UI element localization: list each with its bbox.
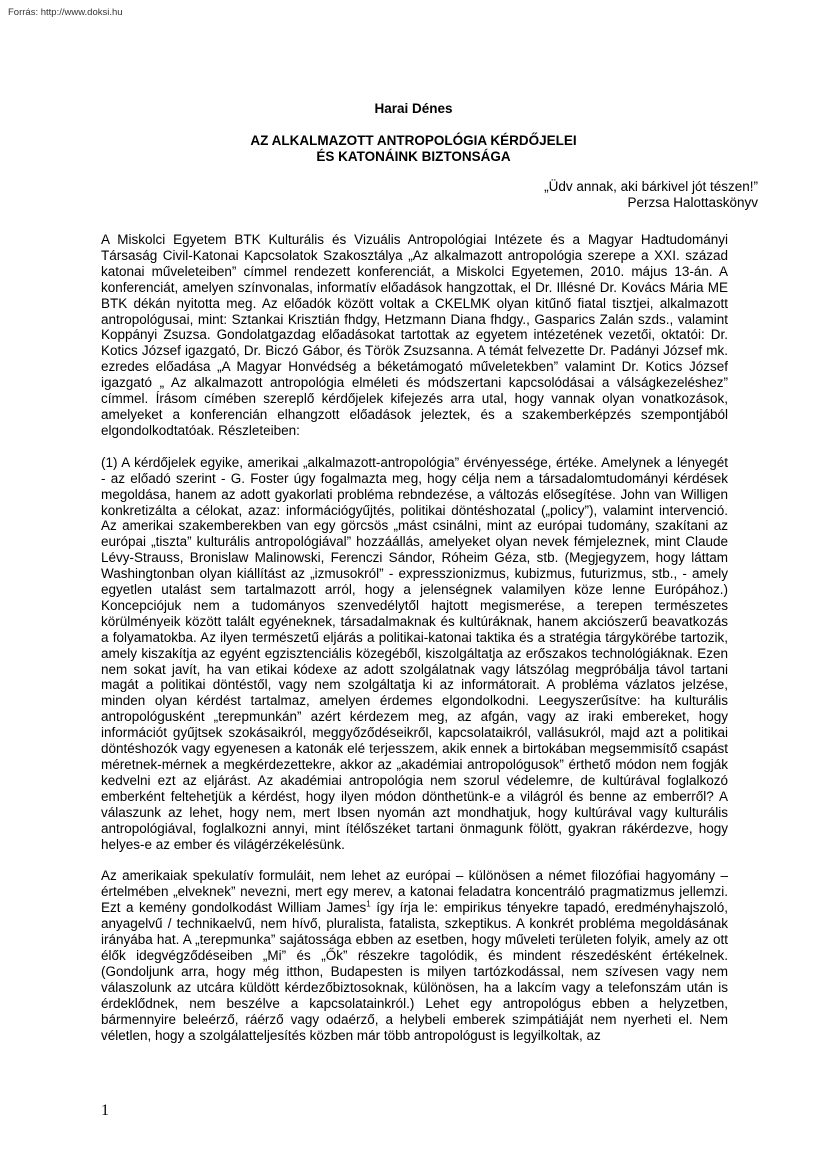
motto-source: Perzsa Halottaskönyv [627, 195, 758, 210]
title-line-1: AZ ALKALMAZOTT ANTROPOLÓGIA KÉRDŐJELEI [250, 133, 577, 148]
paragraph-2: (1) A kérdőjelek egyike, amerikai „alkalmazott-antropológia” érvényessége, értéke. Amelynek a lényegét - az előadó szerint - G. Foster úgy fogalmazta meg, hogy célja nem a társadalomtudományi kérdések megoldása, hanem az adott gyakorlati probléma rebndezése, a változás elősegítése. John van Willigen konkretizálta a célokat, azaz: információgyűjtés, politikai döntéshozatal („policy”), valamint intervenció. Az amerikai szakemberekben van egy görcsös „mást csinálni, mint az európai tudomány, szakítani az európai „tiszta” kulturális antropológiával” hozzáállás, amelyeket olyan nevek fémjeleznek, mint Claude Lévy-Strauss, Bronislaw Malinowski, Ferenczi Sándor, Róheim Géza, stb. (Megjegyzem, hogy láttam Washingtonban olyan kiállítást az „izmusokról” - expresszionizmus, kubizmus, futurizmus, stb., - amely egyetlen utalást sem tartalmazott arról, hogy a jelenségnek valamilyen köze lenne Európához.) Koncepciójuk nem a tudományos szenvedélytől hajtott megismerése, a terepen természetes körülményeik között talált egyéneknek, társadalmaknak és kultúráknak, hanem akciószerű beavatkozás a folyamatokba. Az ilyen természetű eljárás a politikai-katonai taktika és a stratégia tárgykörébe tartozik, amely kiszakítja az egyént egzisztenciális közegéből, kiszolgáltatja az erőszakos technológiáknak. Ezen nem sokat javít, ha van etikai kódexe az adott szolgálatnak vagy látszólag megpróbálja távol tartani magát a politikai döntéstől, vagy nem szolgáltatja ki az informátorait. A probléma vázlatos jelzése, minden olyan kérdést tartalmaz, amelyen érdemes elgondolkodni. Leegyszerűsítve: ha kulturális antropológusként „terepmunkán” azért kérdezem meg, az afgán, vagy az iraki embereket, hogy információt gyűjtsek szokásaikról, meggyőződéseikről, kapcsolataikról, vallásukról, majd azt a politikai döntéshozók vagy egyenesen a katonák elé terjesszem, akik ennek a birtokában megsemmisítő csapást méretnek-mérnek a megkérdezettekre, akkor az „akadémiai antropológusok” érthető módon nem fogják kedvelni ezt az eljárást. Az akadémiai antropológia nem szorul védelemre, de kultúrával foglalkozó emberként feltehetjük a kérdést, hogy ilyen módon dönthetünk-e a világról és benne az emberről? A válaszunk az lehet, hogy nem, mert Ibsen nyomán azt mondhatjuk, hogy kultúrával vagy kulturális antropológiával, foglalkozni annyi, mint ítélőszéket tartani önmagunk fölött, gyakran rákérdezve, hogy helyes-e az ember és világérzékelésünk. [101, 454, 728, 852]
document-title [0, 133, 827, 165]
paragraph-3 [101, 868, 728, 1043]
motto-quote: „Üdv annak, aki bárkivel jót tészen!” [544, 179, 758, 194]
paragraph-3-part-2: így írja le: empirikus tényekre tapadó, eredményhajszoló, anyagelvű / technikaelvű, nem hívő, pluralista, fatalista, szkeptikus. A konkrét probléma megoldásának irányába hat. A „terepmunka” sajátossága ebben az esetben, hogy műveleti területen folyik, amely az ott élők idegvégződéseiben „Mi” és „Ők” részekre tagolódik, és mindent részedésként értékelnek. (Gondoljunk arra, hogy még itthon, Budapesten is milyen tartózkodással, nem szívesen vagy nem válaszolunk az utcára küldött kérdezőbiztosoknak, különösen, ha a lakcím vagy a telefonszám után is érdeklődnek, nem beszélve a kapcsolatainkról.) Lehet egy antropológus ebben a helyzetben, bármennyire beleérző, ráérző vagy odaérző, a helybeli emberek szimpátiáját nem nyerheti el. Nem véletlen, hogy a szolgálatteljesítés közben már több antropológust is legyilkoltak, az [101, 900, 728, 1043]
paragraph-3-part-1: Az amerikaiak spekulatív formuláit, nem lehet az európai – különösen a német filozófiai hagyomány – értelmében „elveknek” nevezni, mert egy merev, a katonai feladatra koncentráló pragmatizmus jellemzi. Ezt a kemény gondolkodást William James [101, 868, 728, 916]
title-line-2: ÉS KATONÁINK BIZTONSÁGA [316, 149, 511, 164]
body-text [101, 232, 728, 1059]
motto [544, 179, 758, 211]
source-line: Forrás: http://www.doksi.hu [8, 7, 123, 18]
footnote-reference[interactable]: 1 [366, 899, 371, 909]
paragraph-1: A Miskolci Egyetem BTK Kulturális és Vizuális Antropológiai Intézete és a Magyar Hadtudományi Társaság Civil-Katonai Kapcsolatok Szakosztálya „Az alkalmazott antropológia szerepe a XXI. század katonai műveleteiben” címmel rendezett konferenciát, a Miskolci Egyetemen, 2010. május 13-án. A konferenciát, amelyen színvonalas, informatív előadások hangzottak, el Dr. Illésné Dr. Kovács Mária ME BTK dékán nyitotta meg. Az előadók között voltak a CKELMK olyan kitűnő fiatal tisztjei, alkalmazott antropológusai, mint: Sztankai Krisztián fhdgy, Hetzmann Diana fhdgy., Gasparics Zalán szds., valamint Koppányi Zsuzsa. Gondolatgazdag előadásokat tartottak az egyetem intézetének vezetői, oktatói: Dr. Kotics József igazgató, Dr. Biczó Gábor, és Török Zsuzsanna. A témát felvezette Dr. Padányi József mk. ezredes előadása „A Magyar Honvédség a béketámogató műveletekben” valamint Dr. Kotics József igazgató „ Az alkalmazott antropológia elméleti és módszertani kapcsolódásai a válságkezeléshez” címmel. Írásom címében szereplő kérdőjelek kifejezés arra utal, hogy vannak olyan vonatkozások, amelyeket a konferencián elhangzott előadások jeleztek, és a szakemberképzés szempontjából elgondolkodtatóak. Részleteiben: [101, 232, 728, 438]
author-name: Harai Dénes [374, 101, 453, 116]
page-number: 1 [101, 1102, 109, 1119]
